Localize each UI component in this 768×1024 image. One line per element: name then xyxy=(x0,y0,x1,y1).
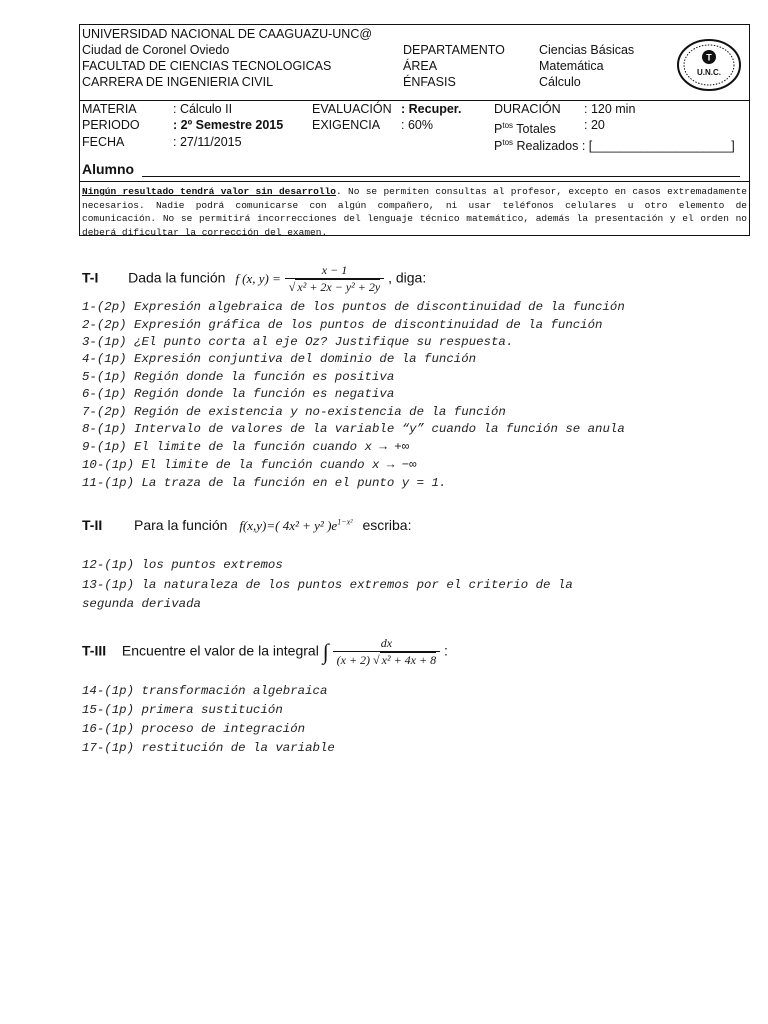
enfasis-value: Cálculo xyxy=(539,75,581,89)
seal-text: U.N.C. xyxy=(697,68,721,77)
section-t1-tag: T-I xyxy=(82,269,99,286)
t1-item-10: 10-(1p) El limite de la función cuando x → −∞ xyxy=(82,458,417,472)
t1-item-4: 4-(1p) Expresión conjuntiva del dominio de la función xyxy=(82,352,477,366)
institution-row xyxy=(80,25,749,101)
section-t3-tag: T-III xyxy=(82,642,107,659)
alumno-label: Alumno xyxy=(82,161,135,177)
t1-item-1: 1-(2p) Expresión algebraica de los puntos de discontinuidad de la función xyxy=(82,300,625,314)
materia-label: MATERIA xyxy=(82,102,137,116)
t3-item-15: 15-(1p) primera sustitución xyxy=(82,703,283,717)
exam-info-row xyxy=(80,101,749,181)
department-value: Ciencias Básicas xyxy=(539,43,635,57)
university-seal-icon xyxy=(677,39,741,91)
t1-item-11: 11-(1p) La traza de la función en el punto y = 1. xyxy=(82,476,447,490)
t3-item-16: 16-(1p) proceso de integración xyxy=(82,722,306,736)
t2-item-13-cont: segunda derivada xyxy=(82,597,201,611)
career-name: CARRERA DE INGENIERIA CIVIL xyxy=(82,75,274,89)
t3-item-17: 17-(1p) restitución de la variable xyxy=(82,741,335,755)
evaluacion-value: : Recuper. xyxy=(401,102,462,116)
puntos-realizados-field: : [____________________] xyxy=(581,139,735,154)
svg-text:T: T xyxy=(706,52,712,63)
area-value: Matemática xyxy=(539,59,604,73)
exigencia-label: EXIGENCIA xyxy=(312,118,381,132)
t1-item-8: 8-(1p) Intervalo de valores de la variable “y” cuando la función se anula xyxy=(82,422,625,436)
section-t1-heading: T-I Dada la función f (x, y) = $\frac{x - 1}{\text{√ x² + 2x − y² + 2y}}$ , diga: xyxy=(82,263,427,294)
t1-item-5: 5-(1p) Región donde la función es positiva xyxy=(82,370,395,384)
rules-bold: Ningún resultado tendrá valor sin desarrollo xyxy=(82,186,336,197)
t3-fraction: $\frac{dx}{\text{(x + 2) √ x² + 4x + 8}}$ xyxy=(333,636,440,668)
section-t2-tag: T-II xyxy=(82,517,103,533)
t1-item-3: 3-(1p) ¿El punto corta al eje Oz? Justifique su respuesta. xyxy=(82,335,514,349)
t1-function-name: f (x, y) = xyxy=(235,270,281,286)
faculty-name: FACULTAD DE CIENCIAS TECNOLOGICAS xyxy=(82,59,332,73)
periodo-value: : 2º Semestre 2015 xyxy=(173,118,284,132)
t1-item-2: 2-(2p) Expresión gráfica de los puntos de discontinuidad de la función xyxy=(82,318,603,332)
exam-rules xyxy=(80,181,749,238)
university-name: UNIVERSIDAD NACIONAL DE CAAGUAZU-UNC@ xyxy=(82,27,373,41)
materia-value: : Cálculo II xyxy=(173,102,233,116)
puntos-realizados: $P^{tos}$ Realizados : [____________________] xyxy=(494,138,735,154)
t2-item-13: 13-(1p) la naturaleza de los puntos extremos por el criterio de la xyxy=(82,578,573,592)
t2-function: f(x,y)=( 4x² + y² )$e^{1-x^2}$ xyxy=(239,517,353,533)
area-label: ÁREA xyxy=(403,59,438,73)
evaluacion-label: EVALUACIÓN xyxy=(312,102,392,116)
puntos-totales-value: : 20 xyxy=(584,118,605,132)
city-name: Ciudad de Coronel Oviedo xyxy=(82,43,230,57)
t2-item-12: 12-(1p) los puntos extremos xyxy=(82,558,283,572)
section-t2-intro: Para la función xyxy=(134,517,228,533)
department-label: DEPARTAMENTO xyxy=(403,43,505,57)
alumno-name-line xyxy=(142,176,740,177)
integral-sign: ∫ xyxy=(322,639,329,664)
t1-fraction: $\frac{x - 1}{\text{√ x² + 2x − y² + 2y}}$ xyxy=(285,263,384,295)
section-t3-heading: T-III Encuentre el valor de la integral ∫ $\frac{dx}{\text{(x + 2) √ x² + 4x + 8}}$ : xyxy=(82,636,448,667)
section-t2-heading: T-II Para la función f(x,y)=( 4x² + y² )$e^{1-x^2}$ escriba: xyxy=(82,517,412,533)
duracion-value: : 120 min xyxy=(584,102,636,116)
rules-text: . No se permiten consultas al profesor, excepto en casos extremadamente necesarios. Nadie podrá comunicarse con algún compañero, ni usar teléfonos celulares u otro elemento de comunicación. No se permitirá incorrecciones del lenguaje técnico matemático, además la presentación y el orden no deberá dificultar la corrección del examen. xyxy=(82,186,747,238)
t1-item-6: 6-(1p) Región donde la función es negativa xyxy=(82,387,395,401)
section-t3-intro: Encuentre el valor de la integral xyxy=(121,642,319,659)
t3-item-14: 14-(1p) transformación algebraica xyxy=(82,684,328,698)
t1-item-7: 7-(2p) Región de existencia y no-existencia de la función xyxy=(82,405,506,419)
exam-header xyxy=(79,24,750,236)
exigencia-value: : 60% xyxy=(401,118,433,132)
fecha-label: FECHA xyxy=(82,135,125,149)
duracion-label: DURACIÓN xyxy=(494,102,561,116)
section-t1-intro: Dada la función xyxy=(128,269,226,286)
fecha-value: : 27/11/2015 xyxy=(173,135,242,149)
enfasis-label: ÉNFASIS xyxy=(403,75,456,89)
puntos-totales-label: $P^{tos}$ Totales xyxy=(494,121,556,137)
periodo-label: PERIODO xyxy=(82,118,140,132)
t1-item-9: 9-(1p) El limite de la función cuando x → +∞ xyxy=(82,440,410,454)
